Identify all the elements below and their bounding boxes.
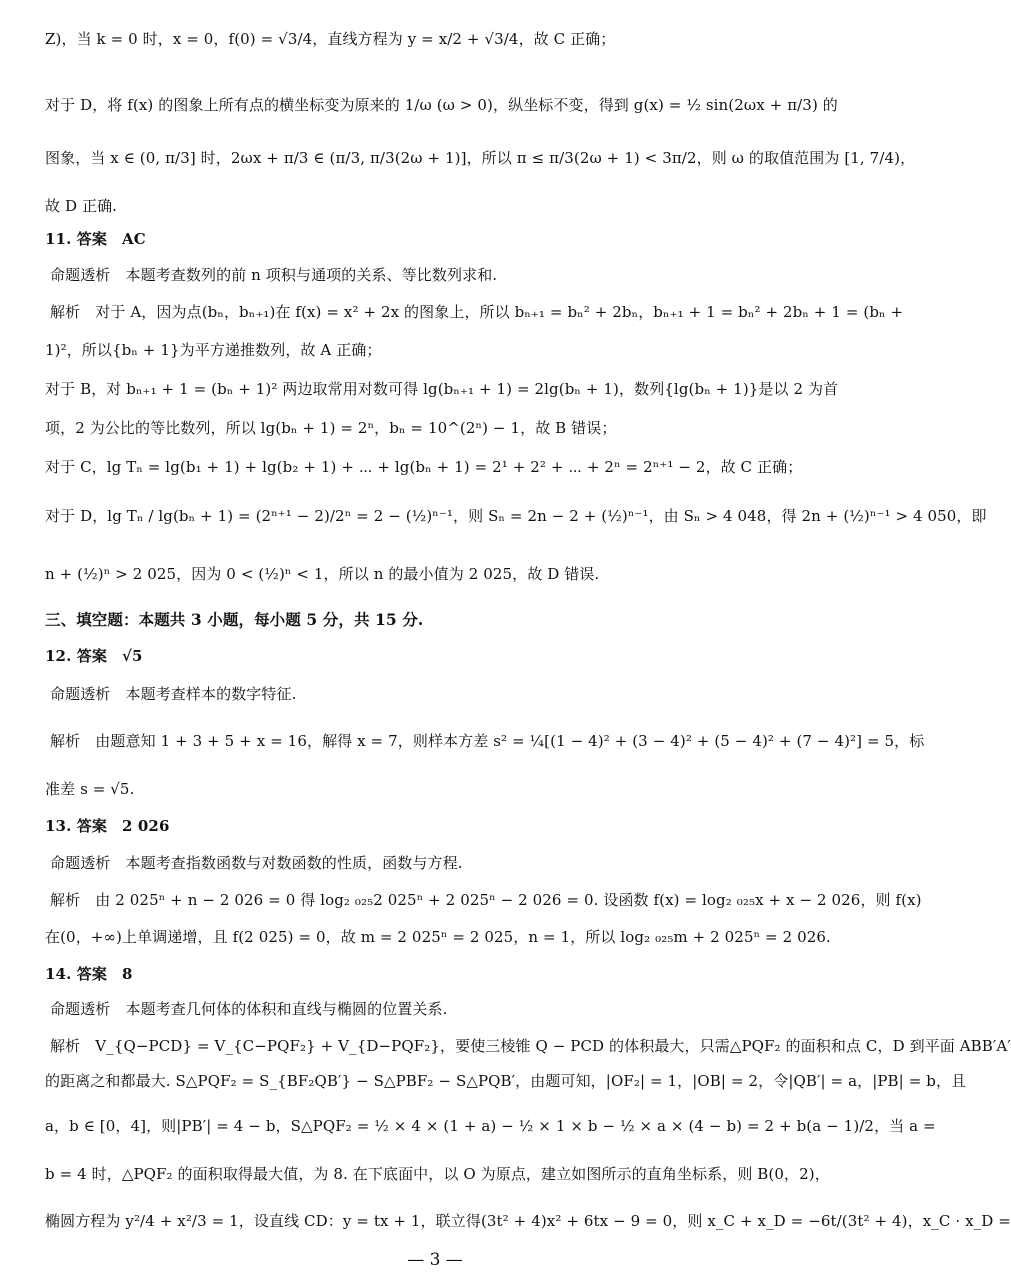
text-line: 图象，当 x ∈ (0, π/3] 时，2ωx + π/3 ∈ (π/3, π/3(2ω + 1)]，所以 π ≤ π/3(2ω + 1) < 3π/2，则 ω 的取值范围为 [1, 7/4)， <box>45 149 916 167</box>
text-line: 准差 s = √5. <box>45 780 135 798</box>
problem-analysis: 命题透析 本题考查样本的数字特征. <box>50 685 297 703</box>
text-line: a，b ∈ [0，4]，则|PB′| = 4 − b，S△PQF₂ = ½ × 4 × (1 + a) − ½ × 1 × b − ½ × a × (4 − b) = 2 + b(a − 1)/2，当 a = <box>45 1117 936 1135</box>
solution-line: 解析 V_{Q−PCD} = V_{C−PQF₂} + V_{D−PQF₂}，要使三棱锥 Q − PCD 的体积最大，只需△PQF₂ 的面积和点 C，D 到平面 ABB′A′ <box>50 1037 1011 1055</box>
text-line: 项，2 为公比的等比数列，所以 lg(bₙ + 1) = 2ⁿ，bₙ = 10^(2ⁿ) − 1，故 B 错误； <box>45 419 617 437</box>
text-line: 椭圆方程为 y²/4 + x²/3 = 1，设直线 CD：y = tx + 1，联立得(3t² + 4)x² + 6tx − 9 = 0，则 x_C + x_D = −6t/(3t² + 4)，x_C · x_D = <box>45 1212 1011 1230</box>
answer-heading: 14. 答案 8 <box>45 965 133 983</box>
answer-heading: 11. 答案 AC <box>45 230 146 248</box>
solution-line: 解析 由题意知 1 + 3 + 5 + x = 16，解得 x = 7，则样本方差 s² = ¼[(1 − 4)² + (3 − 4)² + (5 − 4)² + (7 − 4)²] = 5，标 <box>50 732 925 750</box>
problem-analysis: 命题透析 本题考查指数函数与对数函数的性质，函数与方程. <box>50 854 463 872</box>
text-line: 的距离之和都最大. S△PQF₂ = S_{BF₂QB′} − S△PBF₂ − S△PQB′，由题可知，|OF₂| = 1，|OB| = 2，令|QB′| = a，|PB| = b，且 <box>45 1072 967 1090</box>
section-heading: 三、填空题：本题共 3 小题，每小题 5 分，共 15 分. <box>45 610 424 629</box>
text-line: 对于 B，对 bₙ₊₁ + 1 = (bₙ + 1)² 两边取常用对数可得 lg(bₙ₊₁ + 1) = 2lg(bₙ + 1)，数列{lg(bₙ + 1)}是以 2 为首 <box>45 380 839 398</box>
text-line: 故 D 正确. <box>45 197 118 215</box>
answer-heading: 13. 答案 2 026 <box>45 817 170 835</box>
problem-analysis: 命题透析 本题考查几何体的体积和直线与椭圆的位置关系. <box>50 1000 448 1018</box>
solution-line: 解析 由 2 025ⁿ + n − 2 026 = 0 得 log₂ ₀₂₅2 025ⁿ + 2 025ⁿ − 2 026 = 0. 设函数 f(x) = log₂ ₀₂₅x + x − 2 026，则 f(x) <box>50 891 922 909</box>
text-line: Z)，当 k = 0 时，x = 0，f(0) = √3/4，直线方程为 y = x/2 + √3/4，故 C 正确； <box>45 30 616 48</box>
text-line: 对于 D，lg Tₙ / lg(bₙ + 1) = (2ⁿ⁺¹ − 2)/2ⁿ = 2 − (½)ⁿ⁻¹，则 Sₙ = 2n − 2 + (½)ⁿ⁻¹，由 Sₙ > 4 048，得 2n + (½)ⁿ⁻¹ > 4 050，即 <box>45 507 987 525</box>
text-line: b = 4 时，△PQF₂ 的面积取得最大值，为 8. 在下底面中，以 O 为原点，建立如图所示的直角坐标系，则 B(0，2)， <box>45 1165 830 1183</box>
text-line: n + (½)ⁿ > 2 025，因为 0 < (½)ⁿ < 1，所以 n 的最小值为 2 025，故 D 错误. <box>45 565 600 583</box>
text-line: 对于 D，将 f(x) 的图象上所有点的横坐标变为原来的 1/ω (ω > 0)，纵坐标不变，得到 g(x) = ½ sin(2ωx + π/3) 的 <box>45 96 838 114</box>
text-line: 在(0，+∞)上单调递增，且 f(2 025) = 0，故 m = 2 025ⁿ = 2 025，n = 1，所以 log₂ ₀₂₅m + 2 025ⁿ = 2 026. <box>45 928 831 946</box>
problem-analysis: 命题透析 本题考查数列的前 n 项积与通项的关系、等比数列求和. <box>50 266 498 284</box>
page-number: — 3 — <box>407 1250 463 1270</box>
answer-heading: 12. 答案 √5 <box>45 647 143 665</box>
text-line: 对于 C，lg Tₙ = lg(b₁ + 1) + lg(b₂ + 1) + ⋯ + lg(bₙ + 1) = 2¹ + 2² + ⋯ + 2ⁿ = 2ⁿ⁺¹ − 2，故 C 正确； <box>45 458 803 476</box>
solution-line: 解析 对于 A，因为点(bₙ，bₙ₊₁)在 f(x) = x² + 2x 的图象上，所以 bₙ₊₁ = bₙ² + 2bₙ，bₙ₊₁ + 1 = bₙ² + 2bₙ + 1 = (bₙ + <box>50 303 904 321</box>
text-line: 1)²，所以{bₙ + 1}为平方递推数列，故 A 正确； <box>45 341 382 359</box>
